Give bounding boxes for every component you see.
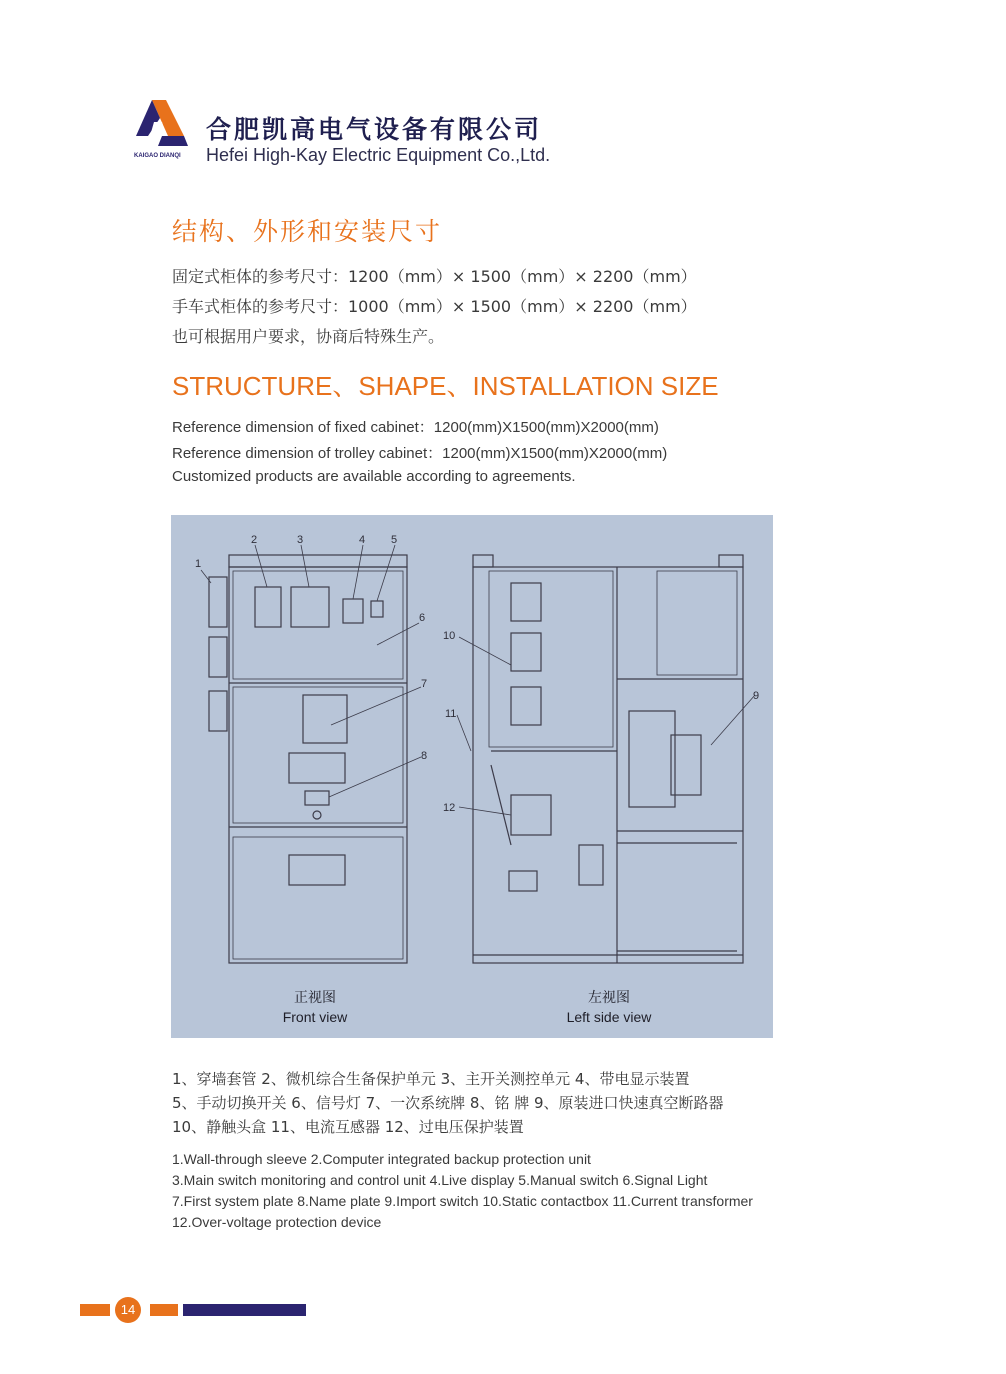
monitoring-unit <box>291 587 329 627</box>
callout-11: 11 <box>445 708 457 720</box>
static-contact-box-2 <box>511 633 541 671</box>
side-cabinet-outline <box>473 567 743 963</box>
callout-10: 10 <box>443 630 456 642</box>
trolley-cabinet-size-cn: 手车式柜体的参考尺寸：1000（mm）× 1500（mm）× 2200（mm） <box>172 297 697 316</box>
section-title-en: STRUCTURE、SHAPE、INSTALLATION SIZE <box>172 371 719 401</box>
custom-note-cn: 也可根据用户要求，协商后特殊生产。 <box>172 327 445 346</box>
vacuum-breaker <box>629 711 675 807</box>
live-display <box>343 599 363 623</box>
callout-6: 6 <box>419 612 426 624</box>
callout-9: 9 <box>753 690 760 702</box>
side-view-label-cn: 左视图 <box>588 989 630 1005</box>
footer-bar-left <box>80 1304 110 1316</box>
wall-bushing-1 <box>209 577 227 627</box>
front-top-cap <box>229 555 407 567</box>
callout-12: 12 <box>443 802 456 814</box>
trolley-cabinet-size-en: Reference dimension of trolley cabinet：1200(mm)X1500(mm)X2000(mm) <box>172 445 668 462</box>
callout-7: 7 <box>421 678 428 690</box>
legend-en-line-1: 1.Wall-through sleeve 2.Computer integrated backup protection unit <box>172 1151 591 1167</box>
footer-bar-mid <box>150 1304 178 1316</box>
static-contact-box-1 <box>511 583 541 621</box>
legend-cn-line-3: 10、静触头盒 11、电流互感器 12、过电压保护装置 <box>172 1118 524 1136</box>
system-plate <box>303 695 347 743</box>
front-view-label-cn: 正视图 <box>294 989 336 1005</box>
legend-en-line-4: 12.Over-voltage protection device <box>172 1214 382 1230</box>
fixed-cabinet-size-cn: 固定式柜体的参考尺寸：1200（mm）× 1500（mm）× 2200（mm） <box>172 267 697 286</box>
wall-bushing-3 <box>209 691 227 731</box>
callout-8: 8 <box>421 750 428 762</box>
callout-1: 1 <box>195 558 202 570</box>
name-plate <box>305 791 329 805</box>
callout-5: 5 <box>391 534 398 546</box>
cabinet-drawing <box>171 515 773 1038</box>
section-title-cn: 结构、外形和安装尺寸 <box>172 217 443 246</box>
wall-bushing-2 <box>209 637 227 677</box>
company-name-en: Hefei High-Kay Electric Equipment Co.,Ltd. <box>206 145 551 165</box>
legend-cn-line-1: 1、穿墙套管 2、微机综合生备保护单元 3、主开关测控单元 4、带电显示装置 <box>172 1070 690 1088</box>
legend-en-line-2: 3.Main switch monitoring and control unit 4.Live display 5.Manual switch 6.Signal Light <box>172 1172 708 1188</box>
side-view-label-en: Left side view <box>566 1009 652 1025</box>
callout-2: 2 <box>251 534 258 546</box>
callout-3: 3 <box>297 534 304 546</box>
callout-4: 4 <box>359 534 366 546</box>
page-number: 14 <box>115 1297 141 1323</box>
inner-panel <box>289 753 345 783</box>
logo-text: KAIGAO DIANQI <box>134 153 181 159</box>
manual-switch <box>371 601 383 617</box>
custom-note-en: Customized products are available according to agreements. <box>172 468 576 485</box>
legend-cn-line-2: 5、手动切换开关 6、信号灯 7、一次系统牌 8、铭 牌 9、原装进口快速真空断路器 <box>172 1094 724 1112</box>
legend-en-line-3: 7.First system plate 8.Name plate 9.Import switch 10.Static contactbox 11.Current transformer <box>172 1193 753 1209</box>
current-transformer <box>511 795 551 835</box>
protection-unit <box>255 587 281 627</box>
front-view-label-en: Front view <box>282 1009 348 1025</box>
footer-bar-blue <box>183 1304 306 1316</box>
company-logo <box>132 96 202 160</box>
static-contact-box-3 <box>511 687 541 725</box>
surge-protector <box>579 845 603 885</box>
company-name-cn: 合肥凯高电气设备有限公司 <box>206 115 543 144</box>
fixed-cabinet-size-en: Reference dimension of fixed cabinet：1200(mm)X1500(mm)X2000(mm) <box>172 419 659 436</box>
